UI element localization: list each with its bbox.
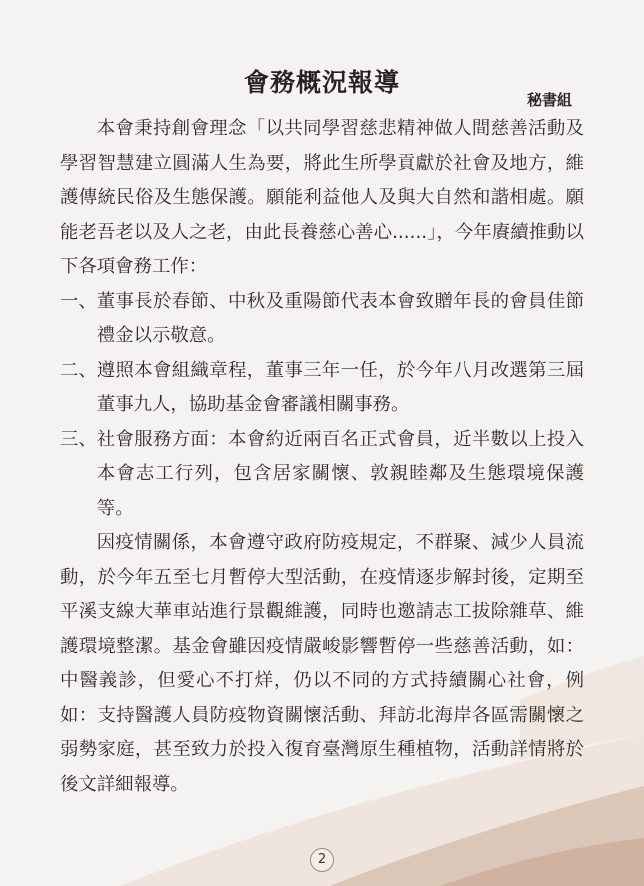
list-item-text: 董事長於春節、中秋及重陽節代表本會致贈年長的會員佳節禮金以示敬意。 [96,290,584,346]
list-item [60,423,584,527]
list-item [60,285,584,354]
list-item-number: 三、 [60,428,97,450]
list-item [60,354,584,423]
article-body [60,112,584,802]
list-item-text: 社會服務方面：本會約近兩百名正式會員，近半數以上投入本會志工行列，包含居家關懷、敦親睦鄰及生態環境保護等。 [96,428,584,519]
list-item-number: 二、 [60,359,97,381]
list-item-text: 遵照本會組織章程，董事三年一任，於今年八月改選第三屆董事九人，協助基金會審議相關事務。 [96,359,584,415]
author-label: 秘書組 [526,91,572,109]
page-title: 會務概況報導 [243,67,400,97]
intro-paragraph: 本會秉持創會理念「以共同學習慈悲精神做人間慈善活動及學習智慧建立圓滿人生為要，將此生所學貢獻於社會及地方，維護傳統民俗及生態保護。願能利益他人及與大自然和諧相處。願能老吾老以及人之老，由此長養慈心善心......」，今年賡續推動以下各項會務工作： [60,118,584,277]
list-item-number: 一、 [60,290,97,312]
page-number-badge: 2 [310,848,334,872]
closing-paragraph: 因疫情關係，本會遵守政府防疫規定，不群聚、減少人員流動，於今年五至七月暫停大型活動，在疫情逐步解封後，定期至平溪支線大華車站進行景觀維護，同時也邀請志工拔除雜草、維護環境整潔。基金會雖因疫情嚴峻影響暫停一些慈善活動，如：中醫義診，但愛心不打烊，仍以不同的方式持續關心社會，例如：支持醫護人員防疫物資關懷活動、拜訪北海岸各區需關懷之弱勢家庭，甚至致力於投入復育臺灣原生種植物，活動詳情將於後文詳細報導。 [60,532,584,795]
